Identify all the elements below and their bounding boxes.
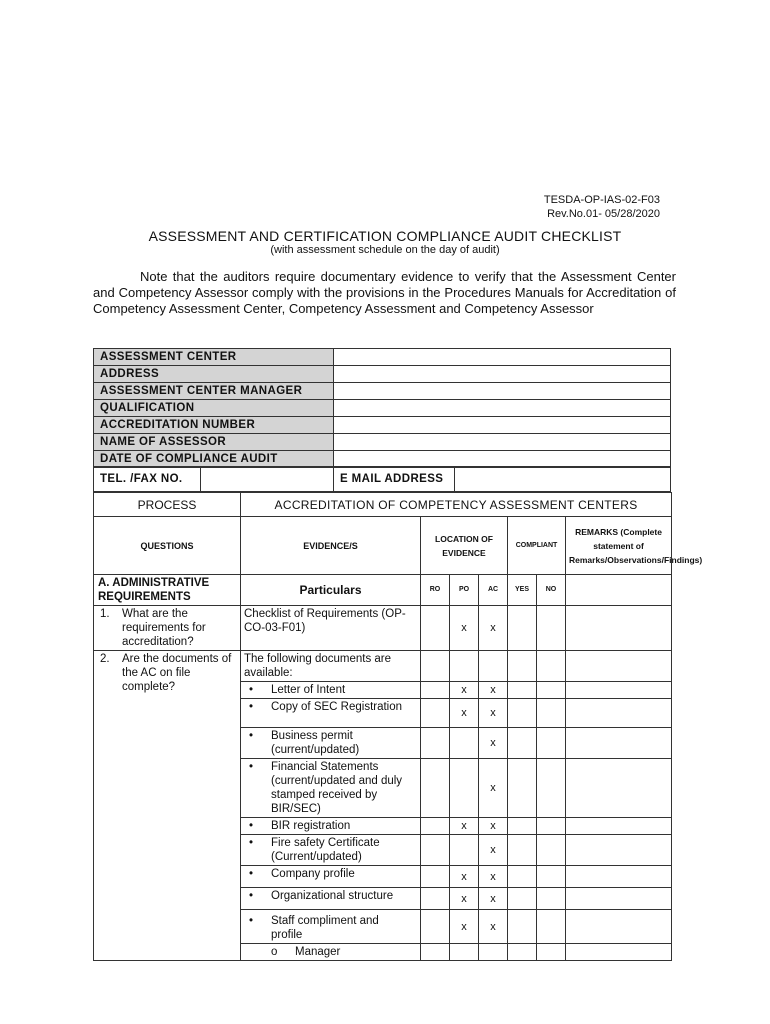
q1-yes[interactable] (508, 606, 537, 651)
q2-ac[interactable] (479, 651, 508, 682)
label-accreditation-number: ACCREDITATION NUMBER (94, 417, 334, 434)
field-tel-fax[interactable] (201, 467, 334, 492)
question-1-text: What are the requirements for accreditation? (122, 608, 206, 648)
field-manager[interactable] (334, 383, 671, 400)
page-title: ASSESSMENT AND CERTIFICATION COMPLIANCE AUDIT CHECKLIST (148, 228, 622, 244)
compliant-header: COMPLIANT (508, 517, 566, 575)
q1-ro[interactable] (421, 606, 450, 651)
q2-no[interactable] (537, 651, 566, 682)
note-paragraph: Note that the auditors require documentary evidence to verify that the Assessment Center and Competency Assessor comply with the provisions in the Procedures Manuals for Accreditation of Competency Assessment Center, Competency Assessment and Competency Assessor (93, 269, 676, 316)
field-address[interactable] (334, 366, 671, 383)
evidence-item: • Staff compliment and profile (241, 910, 421, 944)
field-email[interactable] (455, 467, 671, 492)
ro-header: RO (421, 575, 450, 606)
no-header: NO (537, 575, 566, 606)
yes-header: YES (508, 575, 537, 606)
revision-number: Rev.No.01- 05/28/2020 (547, 208, 660, 220)
page-subtitle: (with assessment schedule on the day of audit) (270, 244, 500, 256)
document-code: TESDA-OP-IAS-02-F03 (543, 194, 660, 206)
question-1 (94, 606, 241, 651)
question-1-evidence: Checklist of Requirements (OP-CO-03-F01) (241, 606, 421, 651)
remarks-header: REMARKS (Complete statement of Remarks/Observations/Findings) (566, 517, 672, 575)
question-2 (94, 651, 241, 961)
evidence-item: • BIR registration (241, 818, 421, 835)
evidence-item: • Letter of Intent (241, 682, 421, 699)
question-2-text: Are the documents of the AC on file complete? (122, 653, 232, 693)
q1-ac-mark: x (479, 606, 508, 651)
evidence-item: • Organizational structure (241, 888, 421, 910)
checklist-table: PROCESS ACCREDITATION OF COMPETENCY ASSESSMENT CENTERS QUESTIONS EVIDENCE/S LOCATION OF EVIDENCE COMPLIANT REMARKS (Complete statement of Remarks/Observations/Findings) A. ADMINISTRATIVE REQUIREMENTS Particulars RO PO AC YES NO 1. What are the requirements for accreditation? Checklist of Requirements (OP-CO-03-F01) x x 2. Are the documents of the AC on file complete? The following documents are available: • Letter of Intent x x • Copy of SEC Registration x x • Business permit (current/updated) x • Financial Statements (current/updated and duly stamped received by BIR/SEC) x • BIR registration x x • Fire safety Certificate (Current/updated) x • Company profile x x • Organizational structure x x • Staff compliment and profile x x o Manager (93, 492, 672, 961)
question-2-number: 2. (100, 653, 110, 665)
label-qualification: QUALIFICATION (94, 400, 334, 417)
q1-no[interactable] (537, 606, 566, 651)
po-header: PO (450, 575, 479, 606)
questions-header: QUESTIONS (94, 517, 241, 575)
evidence-item: • Financial Statements (current/updated and duly stamped received by BIR/SEC) (241, 759, 421, 818)
process-header: PROCESS (94, 493, 241, 517)
label-name-of-assessor: NAME OF ASSESSOR (94, 434, 334, 451)
field-accreditation-number[interactable] (334, 417, 671, 434)
contact-row (93, 466, 671, 492)
accreditation-header: ACCREDITATION OF COMPETENCY ASSESSMENT CENTERS (241, 493, 672, 517)
info-table (93, 348, 671, 468)
label-date-of-audit: DATE OF COMPLIANCE AUDIT (94, 451, 334, 468)
q1-remarks[interactable] (566, 606, 672, 651)
label-assessment-center: ASSESSMENT CENTER (94, 349, 334, 366)
label-email: E MAIL ADDRESS (334, 467, 455, 492)
label-address: ADDRESS (94, 366, 334, 383)
question-1-number: 1. (100, 608, 110, 620)
q2-ro[interactable] (421, 651, 450, 682)
remarks-cell[interactable] (566, 575, 672, 606)
section-a-header: A. ADMINISTRATIVE REQUIREMENTS (94, 575, 241, 606)
field-date-of-audit[interactable] (334, 451, 671, 468)
question-2-evidence: The following documents are available: (241, 651, 421, 682)
evidence-item: • Business permit (current/updated) (241, 728, 421, 759)
ac-header: AC (479, 575, 508, 606)
label-manager: ASSESSMENT CENTER MANAGER (94, 383, 334, 400)
location-header: LOCATION OF EVIDENCE (421, 517, 508, 575)
particulars-header: Particulars (241, 575, 421, 606)
evidence-item: • Copy of SEC Registration (241, 699, 421, 728)
q2-remarks[interactable] (566, 651, 672, 682)
document-reference (544, 193, 660, 221)
evidence-item: • Fire safety Certificate (Current/updated) (241, 835, 421, 866)
evidences-header: EVIDENCE/S (241, 517, 421, 575)
q2-yes[interactable] (508, 651, 537, 682)
field-assessment-center[interactable] (334, 349, 671, 366)
evidence-subitem-manager: o Manager (241, 944, 421, 961)
q1-po-mark: x (450, 606, 479, 651)
label-tel-fax: TEL. /FAX NO. (94, 467, 201, 492)
field-name-of-assessor[interactable] (334, 434, 671, 451)
evidence-item: • Company profile (241, 866, 421, 888)
q2-po[interactable] (450, 651, 479, 682)
field-qualification[interactable] (334, 400, 671, 417)
